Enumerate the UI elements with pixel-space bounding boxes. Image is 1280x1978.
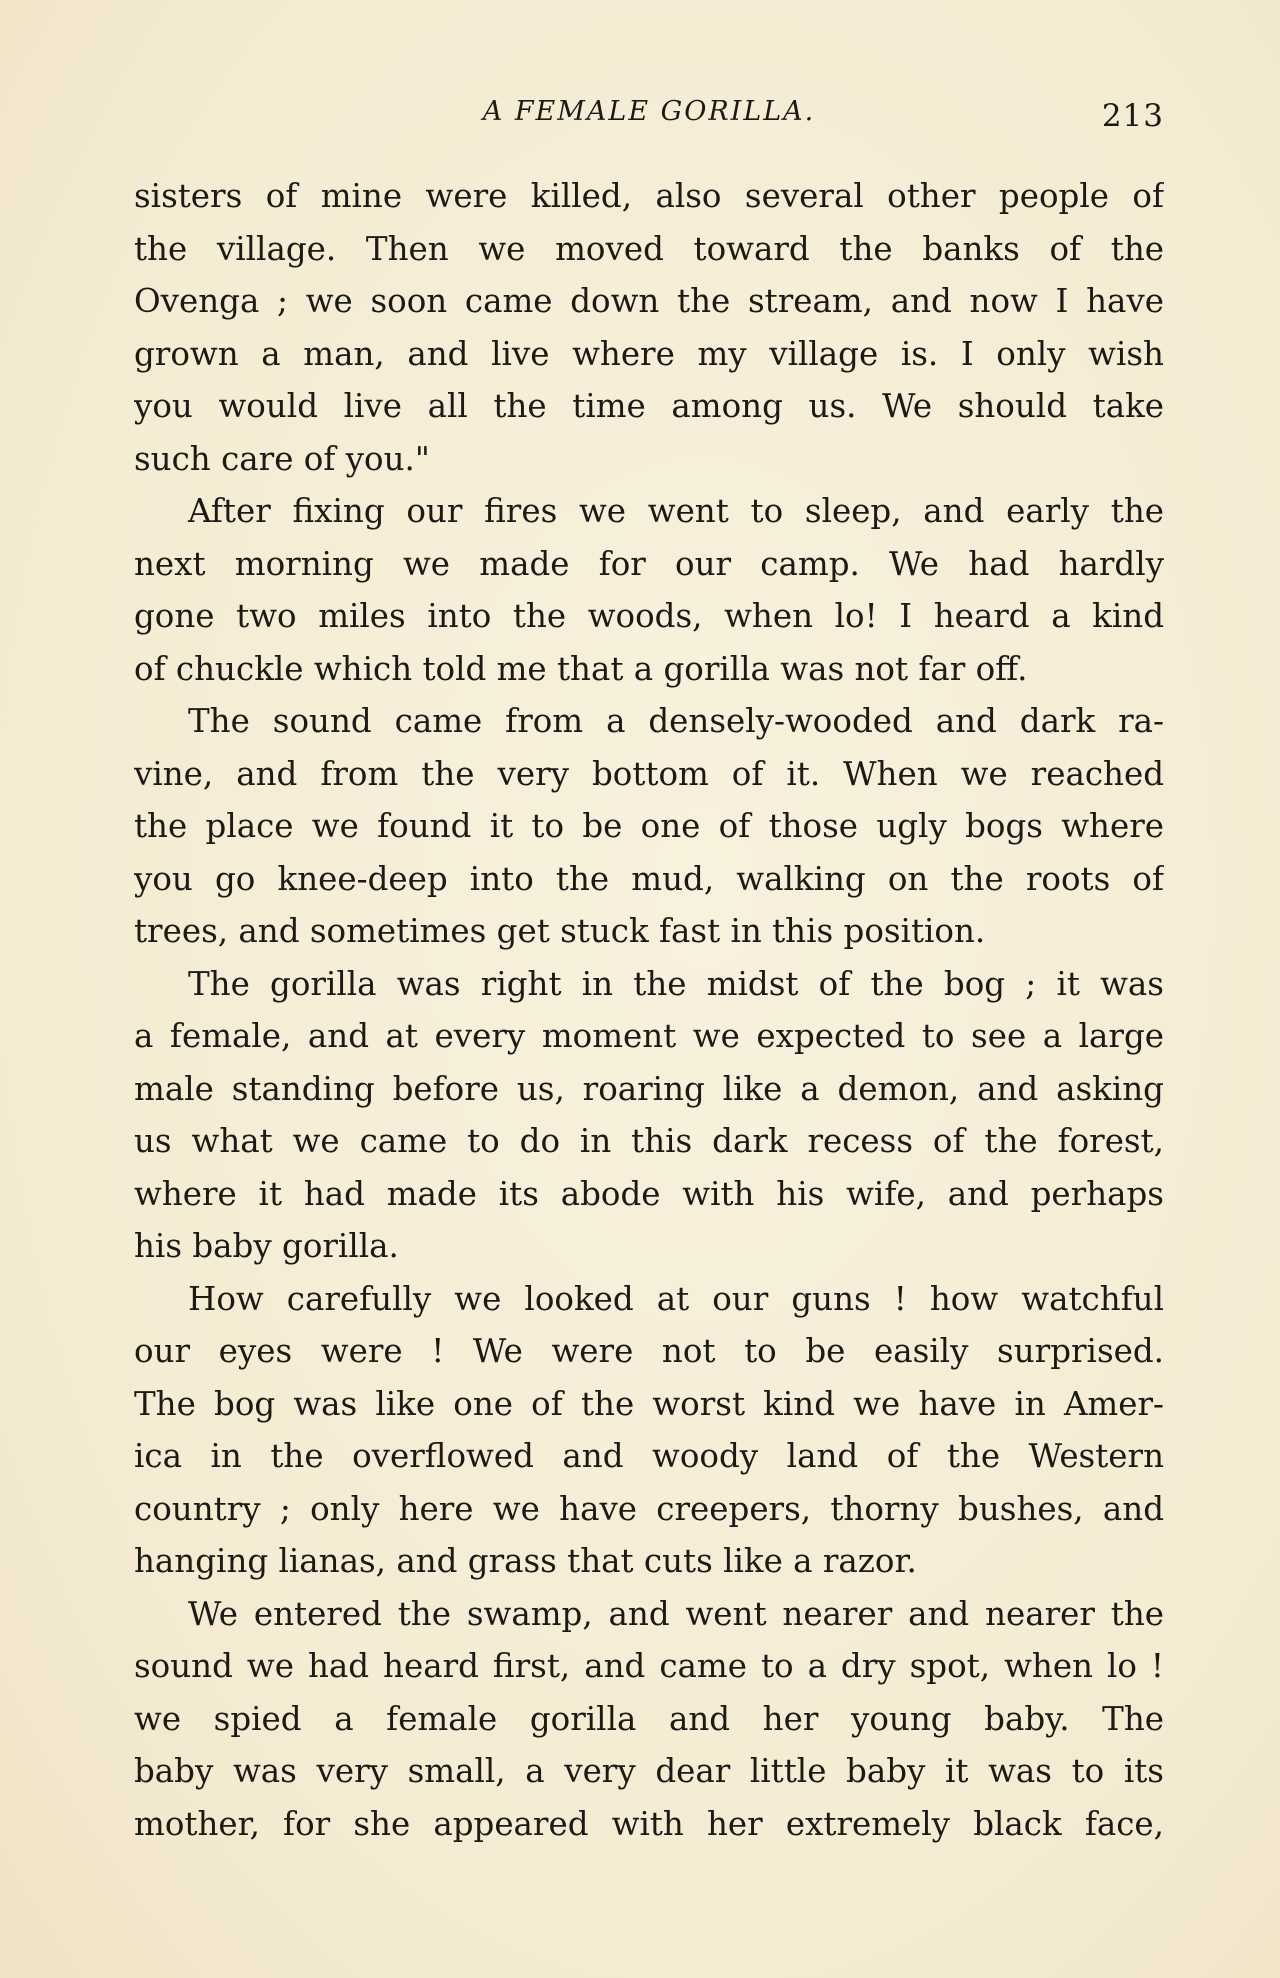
body-text [134,170,1164,1850]
text-line: mother, for she appeared with her extremely black face, [134,1804,1164,1843]
text-line: trees, and sometimes get stuck fast in this position. [134,912,986,950]
text-line: such care of you." [134,439,430,478]
page-header [134,92,1164,142]
text-line: the place we found it to be one of those ugly bogs where [134,807,1164,845]
page-number: 213 [1101,98,1164,134]
text-line: a female, and at every moment we expected to see a large [134,1017,1164,1055]
text-line: sisters of mine were killed, also several other people of [134,177,1164,215]
text-line: country ; only here we have creepers, thorny bushes, and [134,1489,1164,1528]
text-line: ica in the overflowed and woody land of the Western [134,1437,1164,1475]
text-line: vine, and from the very bottom of it. When we reached [134,754,1164,793]
text-line: hanging lianas, and grass that cuts like a razor. [134,1542,917,1580]
text-line: our eyes were ! We were not to be easily surprised. [134,1332,1164,1370]
text-line: How carefully we looked at our guns ! how watchful [188,1279,1164,1318]
text-line: of chuckle which told me that a gorilla was not far off. [134,649,1028,688]
text-line: sound we had heard first, and came to a dry spot, when lo ! [134,1647,1164,1685]
text-line: next morning we made for our camp. We had hardly [134,544,1164,583]
text-line: Ovenga ; we soon came down the stream, and now I have [134,282,1164,320]
text-line: male standing before us, roaring like a demon, and asking [134,1069,1164,1108]
text-line: his baby gorilla. [134,1227,399,1265]
text-line: you go knee-deep into the mud, walking on the roots of [134,859,1164,898]
text-line: After fixing our fires we went to sleep, and early the [188,492,1164,530]
text-line: The sound came from a densely-wooded and dark ra- [188,702,1164,740]
text-line: we spied a female gorilla and her young baby. The [134,1699,1164,1738]
text-line: The bog was like one of the worst kind we have in Amer- [134,1384,1164,1423]
text-line: The gorilla was right in the midst of the bog ; it was [188,964,1164,1003]
text-line: the village. Then we moved toward the banks of the [134,229,1164,268]
text-line: us what we came to do in this dark recess of the forest, [134,1122,1164,1160]
running-title: A FEMALE GORILLA. [482,96,816,127]
text-line: baby was very small, a very dear little baby it was to its [134,1752,1164,1790]
text-line: gone two miles into the woods, when lo! I heard a kind [134,597,1164,635]
text-line: where it had made its abode with his wife, and perhaps [134,1174,1164,1213]
text-line: We entered the swamp, and went nearer and nearer the [188,1594,1164,1633]
text-line: you would live all the time among us. We should take [134,387,1164,425]
text-line: grown a man, and live where my village is. I only wish [134,334,1164,373]
